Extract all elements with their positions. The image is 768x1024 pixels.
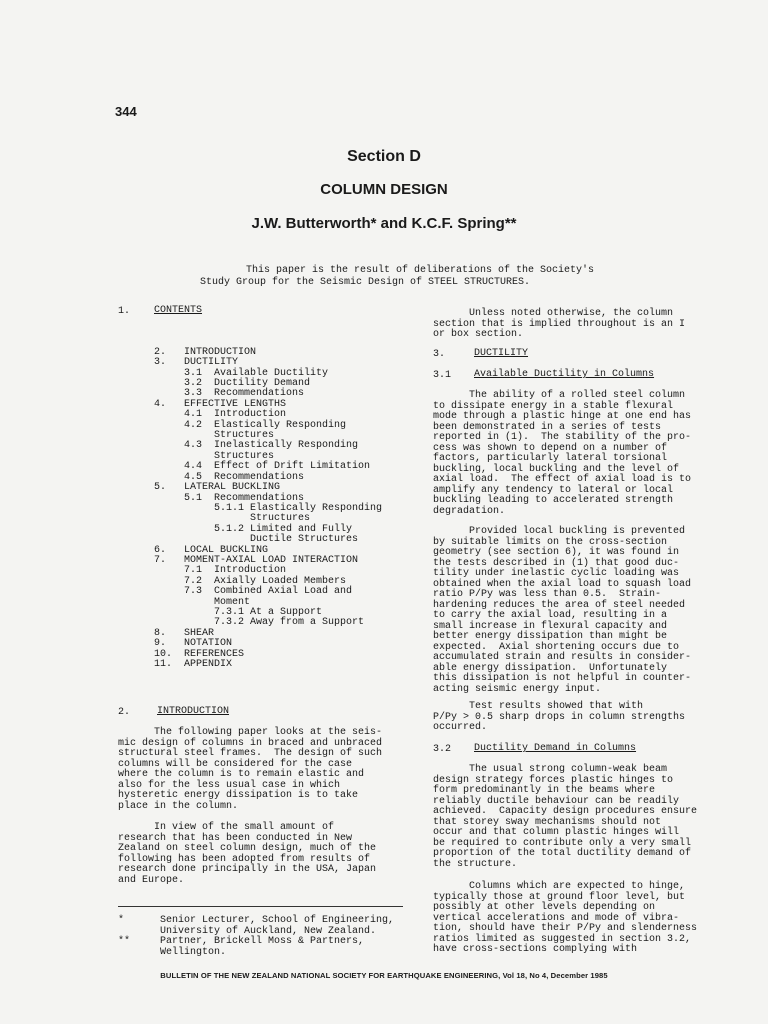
section-label: Section D bbox=[347, 148, 421, 165]
toc-item: Moment bbox=[154, 596, 251, 608]
paragraph-local-buckling: Provided local buckling is prevented by suitable limits on the cross-section geometry (see section 6), it was found in the tests described in (1) that good duc- tility under inelastic cyclic loading was obtained when the axial load to squash load ratio P/Py was less than 0.5. Strain- hardening reduces the area of steel needed to carry the axial load, resulting in a small increase in flexural capacity and better energy dissipation than might be expected. Axial shortening occurs due to accumulated strain and results in consider- able energy dissipation. Unfortunately this dissipation is not helpful in counter- acting seismic energy input. bbox=[433, 526, 692, 695]
sec32-number: 3.2 bbox=[433, 744, 452, 755]
contents-heading: CONTENTS bbox=[154, 305, 203, 316]
paragraph-ductility-demand: The usual strong column-weak beam design strategy forces plastic hinges to form predominantly in the beams where reliably ductile behaviour can be readily achieved. Capacity design procedures ensure that storey sway mechanisms should not occur and that column plastic hinges will be required to contribute only a very small proportion of the total ductility demand of the structure. bbox=[433, 764, 698, 870]
toc-item: 7.3 Combined Axial Load and bbox=[154, 586, 353, 598]
toc-item: 4.3 Inelastically Responding bbox=[154, 440, 359, 452]
toc-item: Structures bbox=[154, 513, 311, 525]
toc-item: 4.5 Recommendations bbox=[154, 471, 305, 483]
toc-item: 5.1.1 Elastically Responding bbox=[154, 502, 383, 514]
bulletin-footer: BULLETIN OF THE NEW ZEALAND NATIONAL SOCIETY FOR EARTHQUAKE ENGINEERING, Vol 18, No 4, December 1985 bbox=[160, 971, 608, 980]
toc-item: 7.3.2 Away from a Support bbox=[154, 617, 365, 629]
paragraph-test-results: Test results showed that with P/Py > 0.5 sharp drops in column strengths occurred. bbox=[433, 701, 686, 733]
intro-number: 2. bbox=[118, 707, 131, 718]
toc-item: 4.2 Elastically Responding bbox=[154, 419, 347, 431]
toc-item: 3.2 Ductility Demand bbox=[154, 378, 311, 390]
paper-title: COLUMN DESIGN bbox=[320, 181, 448, 198]
toc-item: 5.1.2 Limited and Fully bbox=[154, 523, 353, 535]
sec31-heading: Available Ductility in Columns bbox=[474, 369, 655, 380]
toc-item: 5.1 Recommendations bbox=[154, 492, 305, 504]
contents-number: 1. bbox=[118, 306, 131, 317]
preface-line-1: This paper is the result of deliberations of the Society's bbox=[246, 265, 595, 276]
page-number: 344 bbox=[115, 104, 137, 119]
paper-authors: J.W. Butterworth* and K.C.F. Spring** bbox=[251, 215, 517, 232]
intro-heading: INTRODUCTION bbox=[157, 706, 230, 717]
toc-item: 4.1 Introduction bbox=[154, 409, 287, 421]
toc-item: Structures bbox=[154, 450, 275, 462]
toc-item: 3. DUCTILITY bbox=[154, 357, 239, 369]
sec3-number: 3. bbox=[433, 349, 446, 360]
preface-line-2: Study Group for the Seismic Design of STEEL STRUCTURES. bbox=[200, 277, 531, 288]
paragraph-available-ductility: The ability of a rolled steel column to dissipate energy in a stable flexural mode through a plastic hinge at one end has been demonstrated in a series of tests reported in (1). The stability of the pro- cess was shown to depend on a number of factors, particularly lateral torsional buckling, local buckling and the level of axial load. The effect of axial load is to amplify any tendency to lateral or local buckling leading to accelerated strength degradation. bbox=[433, 390, 692, 517]
table-of-contents bbox=[154, 327, 382, 670]
toc-item: 3.1 Available Ductility bbox=[154, 367, 329, 379]
toc-item: 9. NOTATION bbox=[154, 638, 233, 650]
intro-paragraph-2: In view of the small amount of research that has been conducted in New Zealand on steel column design, much of the following has been adopted from results of research done principally in the USA, Japan and Europe. bbox=[118, 822, 377, 886]
toc-item: 7.3.1 At a Support bbox=[154, 606, 323, 618]
sec31-number: 3.1 bbox=[433, 370, 452, 381]
toc-item: 4. EFFECTIVE LENGTHS bbox=[154, 398, 287, 410]
sec32-heading: Ductility Demand in Columns bbox=[474, 743, 637, 754]
toc-item: 3.3 Recommendations bbox=[154, 388, 305, 400]
toc-item: 11. APPENDIX bbox=[154, 659, 233, 670]
intro-paragraph-1: The following paper looks at the seis- mic design of columns in braced and unbraced structural steel frames. The design of such columns will be considered for the case where the column is to remain elastic and also for the less usual case in which hysteretic energy dissipation is to take place in the column. bbox=[118, 727, 383, 812]
sec3-heading: DUCTILITY bbox=[474, 348, 529, 359]
toc-item: 8. SHEAR bbox=[154, 627, 215, 639]
right-intro-paragraph: Unless noted otherwise, the column section that is implied throughout is an I or box section. bbox=[433, 308, 686, 340]
toc-item: 5. LATERAL BUCKLING bbox=[154, 482, 281, 494]
toc-item: 7. MOMENT-AXIAL LOAD INTERACTION bbox=[154, 554, 359, 566]
toc-item: Ductile Structures bbox=[154, 534, 359, 546]
preface bbox=[200, 265, 670, 289]
paragraph-columns-hinge: Columns which are expected to hinge, typically those at ground floor level, but possibly at other levels depending on vertical accelerations and mode of vibra- tion, should have their P/Py and slenderness ratios limited as suggested in section 3.2, have cross-sections complying with bbox=[433, 881, 698, 955]
toc-item: 7.1 Introduction bbox=[154, 565, 287, 577]
toc-item: 7.2 Axially Loaded Members bbox=[154, 575, 347, 587]
toc-item: 10. REFERENCES bbox=[154, 648, 245, 660]
toc-item: Structures bbox=[154, 430, 275, 442]
toc-item: 6. LOCAL BUCKLING bbox=[154, 544, 269, 556]
toc-item: 2. INTRODUCTION bbox=[154, 346, 257, 358]
toc-item: 4.4 Effect of Drift Limitation bbox=[154, 461, 371, 473]
footnotes: * Senior Lecturer, School of Engineering, University of Auckland, New Zealand. ** Partner, Brickell Moss & Partners, Wellington. bbox=[118, 915, 395, 958]
footnote-divider bbox=[118, 906, 403, 907]
